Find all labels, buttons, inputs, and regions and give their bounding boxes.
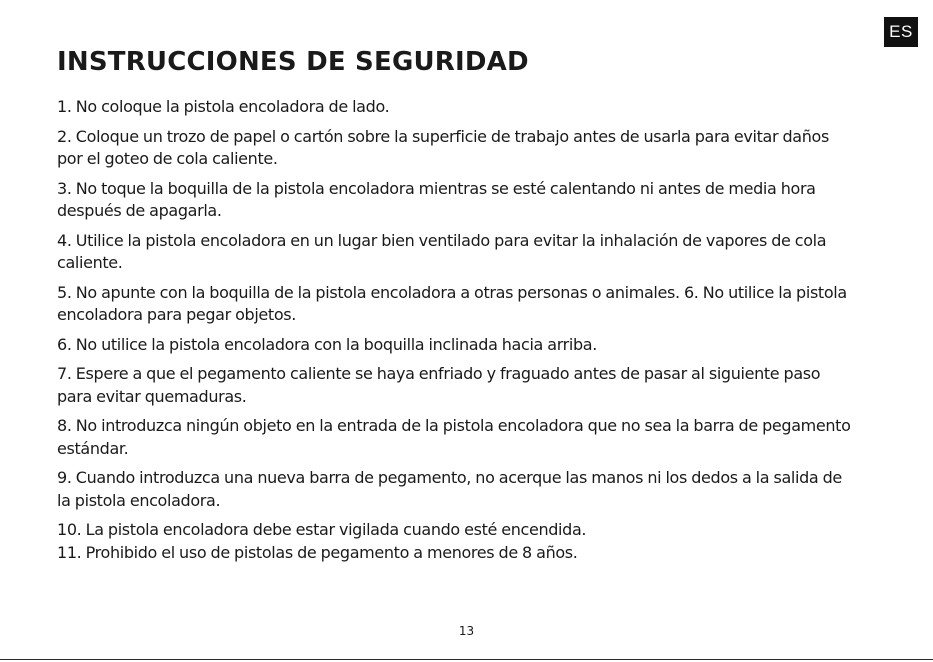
bottom-divider bbox=[0, 659, 933, 660]
instruction-item-1: 1. No coloque la pistola encoladora de lado. bbox=[57, 97, 390, 116]
safety-instructions-list bbox=[57, 96, 857, 571]
language-badge: ES bbox=[884, 17, 918, 47]
instruction-item-9: 9. Cuando introduzca una nueva barra de pegamento, no acerque las manos ni los dedos a la salida de la pistola encoladora. bbox=[57, 468, 842, 510]
instruction-item-10: 10. La pistola encoladora debe estar vigilada cuando esté encendida. bbox=[57, 520, 587, 539]
instruction-item-11: 11. Prohibido el uso de pistolas de pegamento a menores de 8 años. bbox=[57, 542, 578, 562]
page-title: INSTRUCCIONES DE SEGURIDAD bbox=[57, 47, 529, 77]
instruction-item-7: 7. Espere a que el pegamento caliente se haya enfriado y fraguado antes de pasar al siguiente paso para evitar quemaduras. bbox=[57, 364, 821, 406]
page-number: 13 bbox=[458, 624, 475, 638]
instruction-item-5: 5. No apunte con la boquilla de la pistola encoladora a otras personas o animales. 6. No utilice la pistola encoladora para pegar objetos. bbox=[57, 282, 847, 324]
instruction-item-6: 6. No utilice la pistola encoladora con la boquilla inclinada hacia arriba. bbox=[57, 334, 597, 354]
instruction-item-4: 4. Utilice la pistola encoladora en un lugar bien ventilado para evitar la inhalación de vapores de cola caliente. bbox=[57, 230, 827, 272]
instruction-item-8: 8. No introduzca ningún objeto en la entrada de la pistola encoladora que no sea la barra de pegamento estándar. bbox=[57, 416, 851, 458]
instruction-item-3: 3. No toque la boquilla de la pistola encoladora mientras se esté calentando ni antes de media hora después de apagarla. bbox=[57, 178, 816, 220]
instruction-item-2: 2. Coloque un trozo de papel o cartón sobre la superficie de trabajo antes de usarla para evitar daños por el goteo de cola caliente. bbox=[57, 126, 829, 168]
